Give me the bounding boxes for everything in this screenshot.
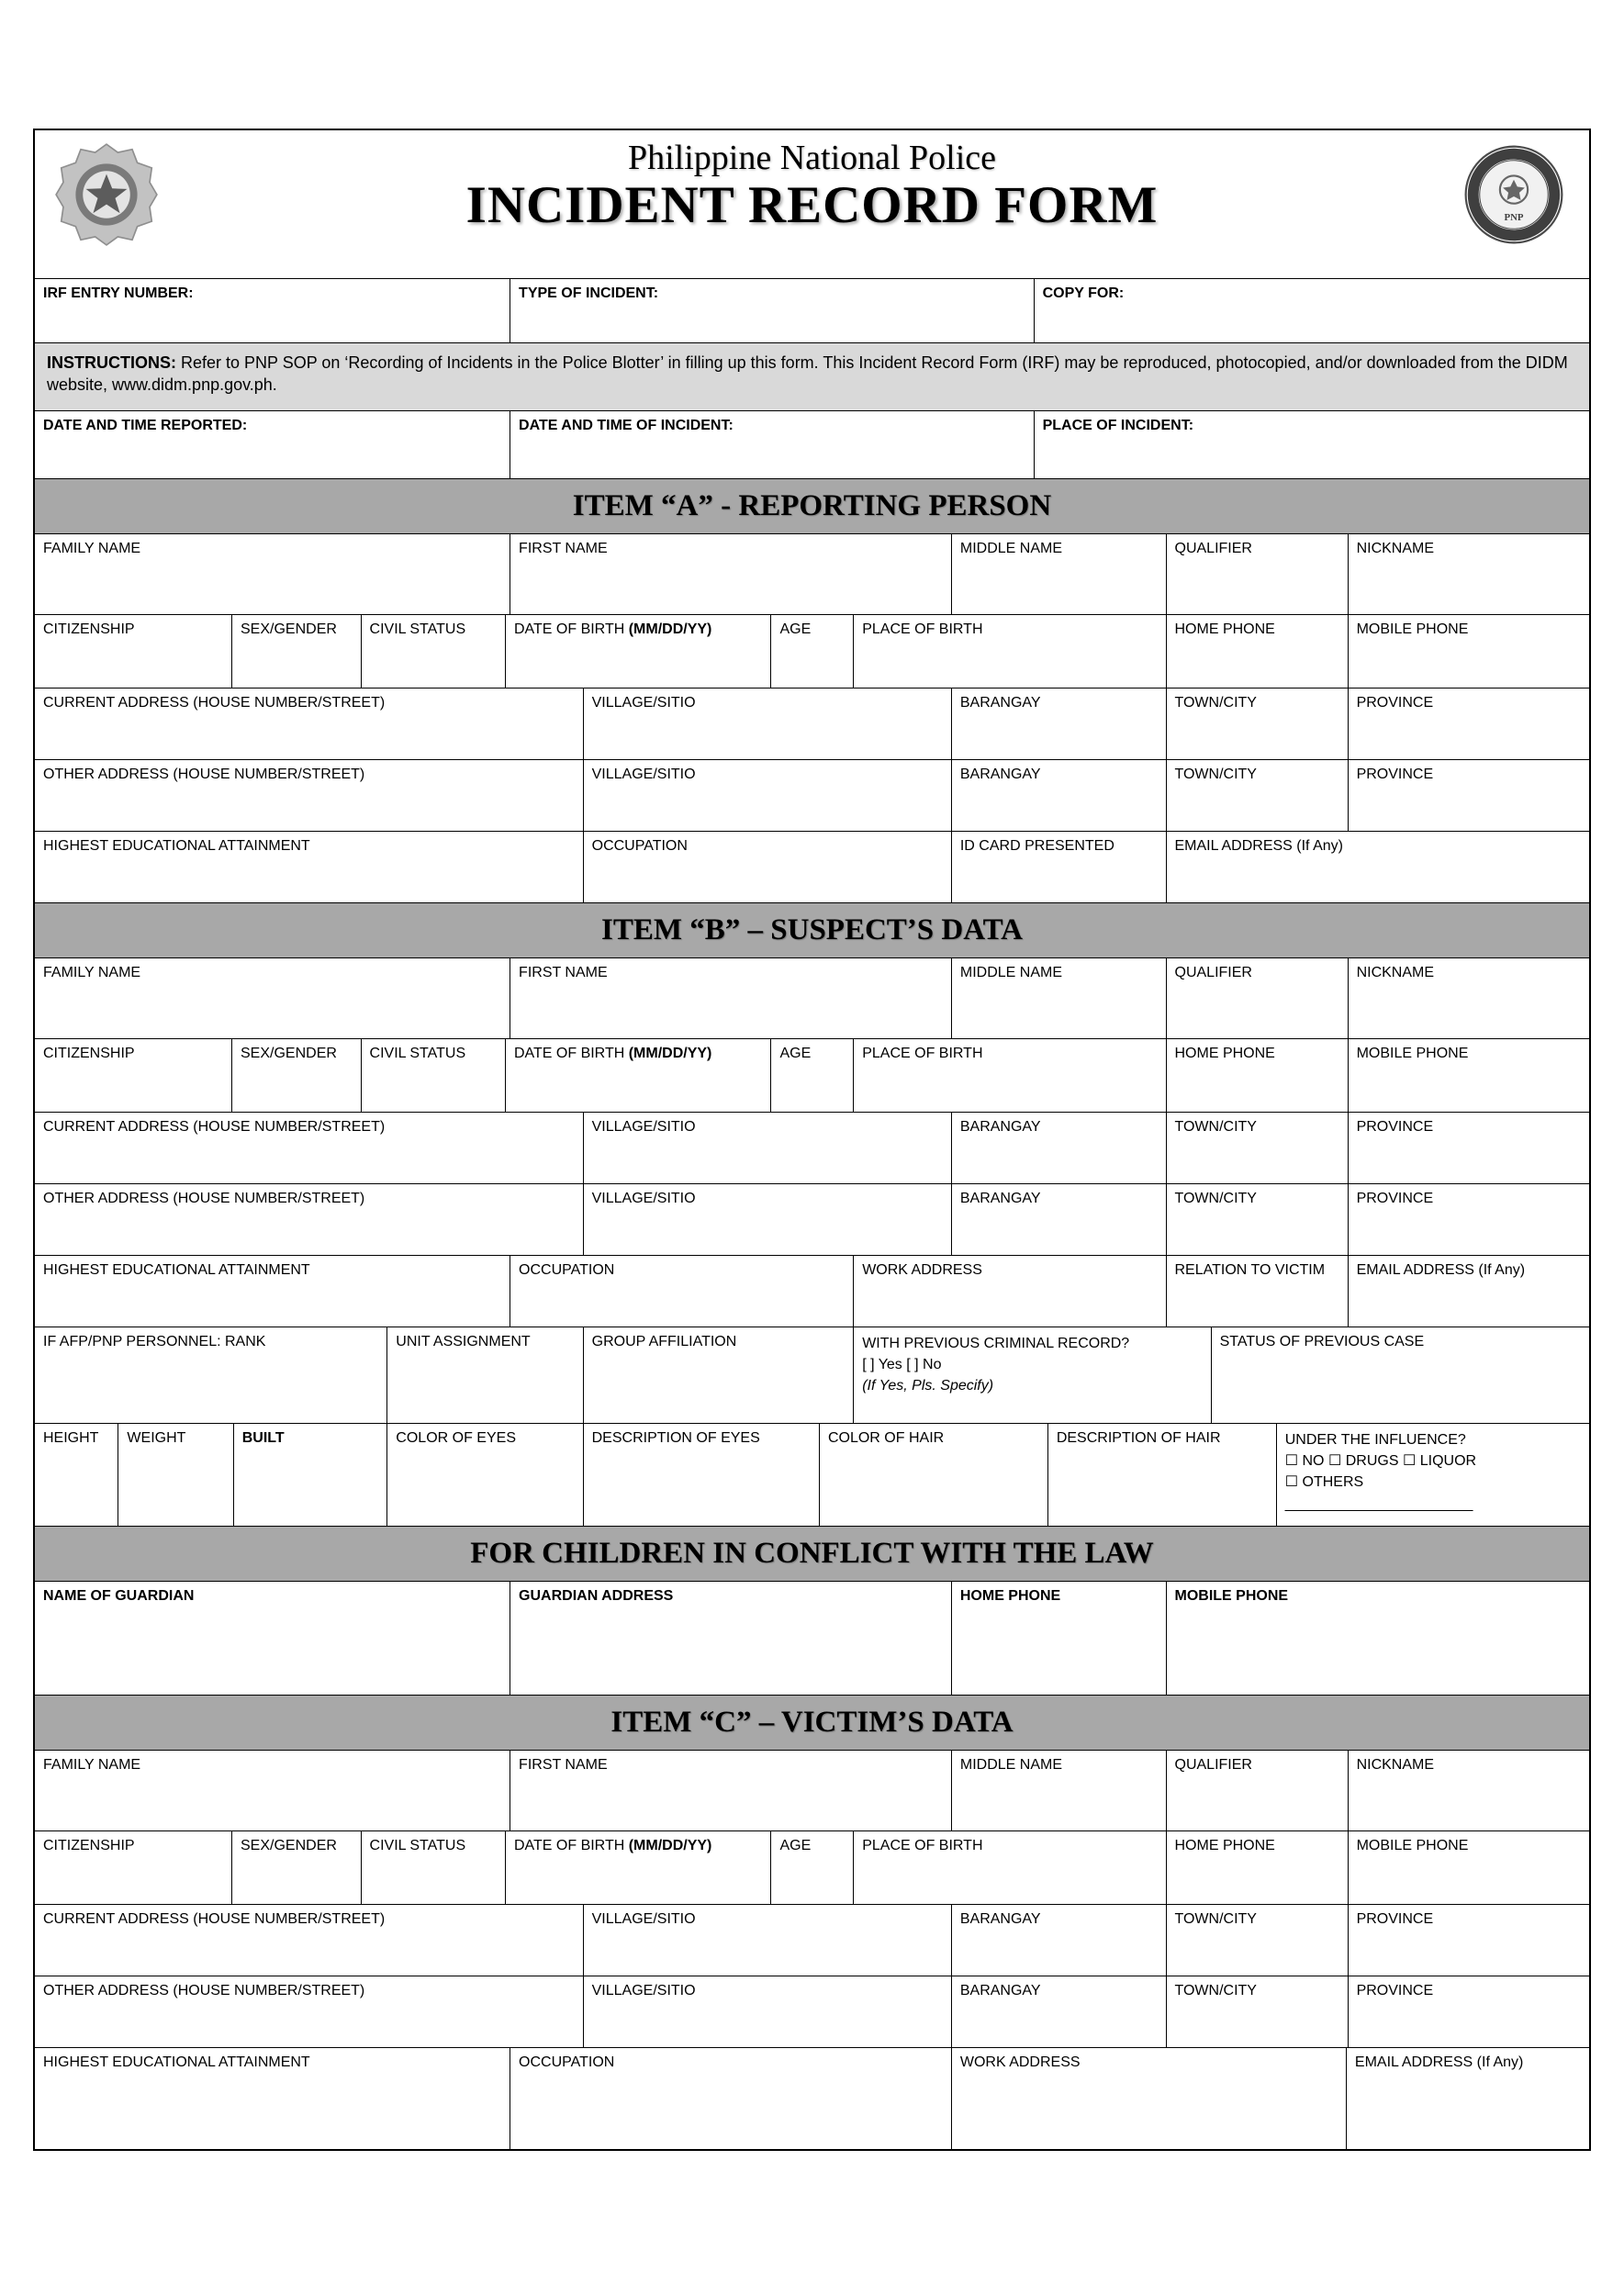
c-occupation-field [510, 2048, 952, 2149]
a-current-province-field [1349, 688, 1589, 759]
b-physical-row [35, 1424, 1589, 1527]
b-unit-assignment-field [387, 1327, 583, 1423]
a-email-field [1167, 832, 1590, 902]
b-relation-to-victim-label: RELATION TO VICTIM [1174, 1262, 1326, 1278]
c-other-address-label: OTHER ADDRESS (HOUSE NUMBER/STREET) [43, 1983, 365, 1998]
b-family-name-field [35, 958, 510, 1038]
c-qualifier-field [1167, 1751, 1349, 1830]
c-current-town-label: TOWN/CITY [1174, 1911, 1257, 1927]
c-occupation-label: OCCUPATION [519, 2054, 615, 2070]
a-age-field [771, 615, 854, 688]
b-date-of-birth-label: DATE OF BIRTH [513, 1046, 629, 1061]
b-previous-case-status-label: STATUS OF PREVIOUS CASE [1219, 1334, 1425, 1349]
a-family-name-field [35, 534, 510, 614]
b-relation-to-victim-field [1167, 1256, 1349, 1327]
c-mobile-phone-field [1349, 1831, 1589, 1904]
b-other-province-label: PROVINCE [1356, 1191, 1434, 1206]
instructions-label: INSTRUCTIONS: [47, 353, 176, 372]
b-other-address-field [35, 1184, 584, 1255]
a-qualifier-field [1167, 534, 1349, 614]
a-middle-name-field [952, 534, 1167, 614]
a-home-phone-label: HOME PHONE [1174, 621, 1275, 637]
b-mobile-phone-field [1349, 1039, 1589, 1112]
section-ccl-title: FOR CHILDREN IN CONFLICT WITH THE LAW [470, 1537, 1154, 1570]
a-other-address-field [35, 760, 584, 831]
a-age-label: AGE [779, 621, 812, 637]
a-civil-status-label: CIVIL STATUS [369, 621, 466, 637]
b-weight-field [118, 1424, 233, 1526]
b-other-barangay-field [952, 1184, 1167, 1255]
instructions-text: Refer to PNP SOP on ‘Recording of Incidents in the Police Blotter’ in filling up this form. This Incident Record Form (IRF) may be reproduced, photocopied, and/or downloaded from the DIDM website, www.didm.pnp.gov.ph. [47, 353, 1568, 395]
c-sex-gender-field [232, 1831, 362, 1904]
a-first-name-label: FIRST NAME [519, 541, 608, 556]
b-description-of-hair-label: DESCRIPTION OF HAIR [1056, 1430, 1221, 1446]
b-built-field [234, 1424, 388, 1526]
seal-text: PNP [1504, 212, 1524, 224]
c-other-province-label: PROVINCE [1356, 1983, 1434, 1998]
section-a-header [35, 479, 1589, 534]
b-under-influence-label: UNDER THE INFLUENCE? [1284, 1432, 1466, 1448]
c-family-name-label: FAMILY NAME [43, 1757, 141, 1773]
c-education-label: HIGHEST EDUCATIONAL ATTAINMENT [43, 2054, 310, 2070]
c-other-town-label: TOWN/CITY [1174, 1983, 1257, 1998]
a-other-province-label: PROVINCE [1356, 767, 1434, 782]
c-other-barangay-label: BARANGAY [959, 1983, 1041, 1998]
b-current-town-field [1167, 1113, 1349, 1183]
section-ccl-header [35, 1527, 1589, 1582]
b-date-of-birth-format: (MM/DD/YY) [628, 1046, 712, 1061]
b-qualifier-field [1167, 958, 1349, 1038]
type-of-incident-label: TYPE OF INCIDENT: [519, 285, 659, 301]
c-mobile-phone-label: MOBILE PHONE [1356, 1838, 1469, 1853]
b-education-row [35, 1256, 1589, 1327]
b-civil-status-field [362, 1039, 506, 1112]
b-place-of-birth-field [854, 1039, 1166, 1112]
a-current-province-label: PROVINCE [1356, 695, 1434, 711]
c-civil-status-label: CIVIL STATUS [369, 1838, 466, 1853]
a-id-card-field [952, 832, 1167, 902]
type-of-incident-field [510, 279, 1035, 342]
c-middle-name-field [952, 1751, 1167, 1830]
b-work-address-field [854, 1256, 1166, 1327]
b-first-name-label: FIRST NAME [519, 965, 608, 980]
b-other-province-field [1349, 1184, 1589, 1255]
c-current-province-label: PROVINCE [1356, 1911, 1434, 1927]
b-other-address-row [35, 1184, 1589, 1256]
date-row [35, 411, 1589, 479]
a-nickname-field [1349, 534, 1589, 614]
c-name-row [35, 1751, 1589, 1831]
place-of-incident-label: PLACE OF INCIDENT: [1042, 418, 1194, 433]
b-current-province-field [1349, 1113, 1589, 1183]
date-time-reported-field [35, 411, 510, 478]
b-current-address-label: CURRENT ADDRESS (HOUSE NUMBER/STREET) [43, 1119, 386, 1135]
b-current-address-field [35, 1113, 584, 1183]
b-unit-assignment-label: UNIT ASSIGNMENT [396, 1334, 531, 1349]
c-current-barangay-field [952, 1905, 1167, 1976]
a-date-of-birth-format: (MM/DD/YY) [628, 621, 712, 637]
c-middle-name-label: MIDDLE NAME [959, 1757, 1062, 1773]
c-personal-row [35, 1831, 1589, 1905]
b-weight-label: WEIGHT [127, 1430, 186, 1446]
b-name-row [35, 958, 1589, 1039]
a-family-name-label: FAMILY NAME [43, 541, 141, 556]
b-other-village-field [584, 1184, 952, 1255]
b-previous-record-label: WITH PREVIOUS CRIMINAL RECORD? [862, 1336, 1130, 1351]
form-title: INCIDENT RECORD FORM [465, 176, 1159, 234]
b-other-village-label: VILLAGE/SITIO [591, 1191, 696, 1206]
b-description-of-eyes-field [584, 1424, 820, 1526]
c-work-address-field [952, 2048, 1347, 2149]
b-under-influence-field [1277, 1424, 1589, 1526]
c-current-address-label: CURRENT ADDRESS (HOUSE NUMBER/STREET) [43, 1911, 386, 1927]
copy-for-label: COPY FOR: [1042, 285, 1125, 301]
a-other-address-label: OTHER ADDRESS (HOUSE NUMBER/STREET) [43, 767, 365, 782]
c-other-town-field [1167, 1976, 1349, 2047]
copy-for-field [1035, 279, 1589, 342]
b-previous-record-specify: (If Yes, Pls. Specify) [862, 1378, 994, 1394]
b-other-town-field [1167, 1184, 1349, 1255]
b-civil-status-label: CIVIL STATUS [369, 1046, 466, 1061]
a-first-name-field [510, 534, 952, 614]
b-nickname-field [1349, 958, 1589, 1038]
b-previous-record-field [854, 1327, 1211, 1423]
a-current-address-label: CURRENT ADDRESS (HOUSE NUMBER/STREET) [43, 695, 386, 711]
a-place-of-birth-label: PLACE OF BIRTH [862, 621, 983, 637]
c-citizenship-label: CITIZENSHIP [43, 1838, 135, 1853]
a-other-town-label: TOWN/CITY [1174, 767, 1257, 782]
c-education-row [35, 2048, 1589, 2149]
org-name: Philippine National Police [627, 139, 997, 177]
b-current-village-label: VILLAGE/SITIO [591, 1119, 696, 1135]
c-date-of-birth-field [506, 1831, 772, 1904]
b-current-village-field [584, 1113, 952, 1183]
b-citizenship-field [35, 1039, 232, 1112]
b-place-of-birth-label: PLACE OF BIRTH [862, 1046, 983, 1061]
a-home-phone-field [1167, 615, 1349, 688]
b-description-of-eyes-label: DESCRIPTION OF EYES [591, 1430, 760, 1446]
c-first-name-field [510, 1751, 952, 1830]
a-current-address-field [35, 688, 584, 759]
header-titles [35, 138, 1589, 233]
a-email-label: EMAIL ADDRESS (If Any) [1174, 838, 1343, 854]
section-a-title: ITEM “A” - REPORTING PERSON [572, 489, 1052, 522]
b-previous-case-status-field [1212, 1327, 1589, 1423]
a-current-address-row [35, 688, 1589, 760]
date-time-reported-label: DATE AND TIME REPORTED: [43, 418, 248, 433]
c-date-of-birth-label: DATE OF BIRTH [513, 1838, 629, 1853]
c-other-address-field [35, 1976, 584, 2047]
c-email-field [1347, 2048, 1589, 2149]
a-other-town-field [1167, 760, 1349, 831]
c-other-barangay-field [952, 1976, 1167, 2047]
b-middle-name-field [952, 958, 1167, 1038]
c-other-village-field [584, 1976, 952, 2047]
b-color-of-eyes-field [387, 1424, 583, 1526]
a-middle-name-label: MIDDLE NAME [959, 541, 1062, 556]
a-date-of-birth-field [506, 615, 772, 688]
a-sex-gender-label: SEX/GENDER [241, 621, 337, 637]
section-c-title: ITEM “C” – VICTIM’S DATA [610, 1706, 1014, 1739]
a-education-row [35, 832, 1589, 903]
c-current-province-field [1349, 1905, 1589, 1976]
c-other-village-label: VILLAGE/SITIO [591, 1983, 696, 1998]
b-previous-record-yesno: [ ] Yes [ ] No [862, 1357, 942, 1373]
b-group-affiliation-label: GROUP AFFILIATION [591, 1334, 737, 1349]
a-mobile-phone-label: MOBILE PHONE [1356, 621, 1469, 637]
section-b-title: ITEM “B” – SUSPECT’S DATA [600, 913, 1024, 946]
b-group-affiliation-field [584, 1327, 855, 1423]
b-current-barangay-field [952, 1113, 1167, 1183]
c-age-label: AGE [779, 1838, 812, 1853]
b-current-town-label: TOWN/CITY [1174, 1119, 1257, 1135]
a-current-barangay-label: BARANGAY [959, 695, 1041, 711]
c-other-province-field [1349, 1976, 1589, 2047]
c-citizenship-field [35, 1831, 232, 1904]
a-education-field [35, 832, 584, 902]
guardian-row [35, 1582, 1589, 1696]
c-education-field [35, 2048, 510, 2149]
b-middle-name-label: MIDDLE NAME [959, 965, 1062, 980]
incident-record-form [33, 129, 1591, 2151]
a-current-town-label: TOWN/CITY [1174, 695, 1257, 711]
b-influence-options: ☐ NO ☐ DRUGS ☐ LIQUOR [1284, 1453, 1477, 1470]
a-education-label: HIGHEST EDUCATIONAL ATTAINMENT [43, 838, 310, 854]
c-current-barangay-label: BARANGAY [959, 1911, 1041, 1927]
b-education-field [35, 1256, 510, 1327]
c-sex-gender-label: SEX/GENDER [241, 1838, 337, 1853]
a-nickname-label: NICKNAME [1356, 541, 1435, 556]
c-current-village-field [584, 1905, 952, 1976]
guardian-address-label: GUARDIAN ADDRESS [519, 1588, 674, 1604]
c-place-of-birth-label: PLACE OF BIRTH [862, 1838, 983, 1853]
b-age-label: AGE [779, 1046, 812, 1061]
a-current-village-label: VILLAGE/SITIO [591, 695, 696, 711]
instructions-row [35, 343, 1589, 411]
guardian-name-field [35, 1582, 510, 1695]
b-influence-blank-line: _______________________ [1284, 1495, 1473, 1512]
b-other-barangay-label: BARANGAY [959, 1191, 1041, 1206]
b-first-name-field [510, 958, 952, 1038]
b-qualifier-label: QUALIFIER [1174, 965, 1252, 980]
c-email-label: EMAIL ADDRESS (If Any) [1354, 2054, 1524, 2070]
a-personal-row [35, 615, 1589, 688]
irf-entry-number-field [35, 279, 510, 342]
a-mobile-phone-field [1349, 615, 1589, 688]
pnp-seal-logo-icon [1464, 145, 1563, 244]
b-sex-gender-field [232, 1039, 362, 1112]
a-qualifier-label: QUALIFIER [1174, 541, 1252, 556]
b-other-address-label: OTHER ADDRESS (HOUSE NUMBER/STREET) [43, 1191, 365, 1206]
b-mobile-phone-label: MOBILE PHONE [1356, 1046, 1469, 1061]
b-afp-rank-label: IF AFP/PNP PERSONNEL: RANK [43, 1334, 266, 1349]
b-color-of-hair-label: COLOR OF HAIR [827, 1430, 945, 1446]
irf-entry-number-label: IRF ENTRY NUMBER: [43, 285, 194, 301]
b-citizenship-label: CITIZENSHIP [43, 1046, 135, 1061]
c-work-address-label: WORK ADDRESS [959, 2054, 1081, 2070]
a-citizenship-field [35, 615, 232, 688]
b-current-barangay-label: BARANGAY [959, 1119, 1041, 1135]
a-current-barangay-field [952, 688, 1167, 759]
b-home-phone-field [1167, 1039, 1349, 1112]
c-age-field [771, 1831, 854, 1904]
a-civil-status-field [362, 615, 506, 688]
b-occupation-label: OCCUPATION [519, 1262, 615, 1278]
b-height-label: HEIGHT [43, 1430, 99, 1446]
guardian-mobile-phone-field [1167, 1582, 1590, 1695]
b-other-town-label: TOWN/CITY [1174, 1191, 1257, 1206]
b-nickname-label: NICKNAME [1356, 965, 1435, 980]
a-other-village-field [584, 760, 952, 831]
b-built-label: BUILT [241, 1430, 285, 1446]
c-qualifier-label: QUALIFIER [1174, 1757, 1252, 1773]
b-occupation-field [510, 1256, 854, 1327]
guardian-home-phone-label: HOME PHONE [959, 1588, 1061, 1604]
section-b-header [35, 903, 1589, 958]
a-name-row [35, 534, 1589, 615]
a-other-barangay-label: BARANGAY [959, 767, 1041, 782]
b-description-of-hair-field [1048, 1424, 1277, 1526]
guardian-mobile-phone-label: MOBILE PHONE [1174, 1588, 1289, 1604]
b-email-field [1349, 1256, 1589, 1327]
a-id-card-label: ID CARD PRESENTED [959, 838, 1114, 854]
a-other-address-row [35, 760, 1589, 832]
a-current-village-field [584, 688, 952, 759]
b-family-name-label: FAMILY NAME [43, 965, 141, 980]
b-current-address-row [35, 1113, 1589, 1184]
place-of-incident-field [1035, 411, 1589, 478]
guardian-home-phone-field [952, 1582, 1167, 1695]
c-home-phone-field [1167, 1831, 1349, 1904]
b-height-field [35, 1424, 118, 1526]
a-other-barangay-field [952, 760, 1167, 831]
a-other-village-label: VILLAGE/SITIO [591, 767, 696, 782]
b-age-field [771, 1039, 854, 1112]
c-nickname-field [1349, 1751, 1589, 1830]
a-occupation-label: OCCUPATION [591, 838, 688, 854]
b-work-address-label: WORK ADDRESS [862, 1262, 982, 1278]
b-sex-gender-label: SEX/GENDER [241, 1046, 337, 1061]
c-date-of-birth-format: (MM/DD/YY) [628, 1838, 712, 1853]
form-header [35, 130, 1589, 279]
section-c-header [35, 1696, 1589, 1751]
a-occupation-field [584, 832, 952, 902]
a-current-town-field [1167, 688, 1349, 759]
b-color-of-eyes-label: COLOR OF EYES [396, 1430, 516, 1446]
guardian-name-label: NAME OF GUARDIAN [43, 1588, 195, 1604]
b-email-label: EMAIL ADDRESS (If Any) [1356, 1262, 1526, 1278]
b-influence-others: ☐ OTHERS [1284, 1474, 1364, 1491]
b-personal-row [35, 1039, 1589, 1113]
a-date-of-birth-label: DATE OF BIRTH [513, 621, 629, 637]
a-place-of-birth-field [854, 615, 1166, 688]
c-current-village-label: VILLAGE/SITIO [591, 1911, 696, 1927]
c-current-town-field [1167, 1905, 1349, 1976]
guardian-address-field [510, 1582, 952, 1695]
b-afp-row [35, 1327, 1589, 1424]
c-family-name-field [35, 1751, 510, 1830]
c-other-address-row [35, 1976, 1589, 2048]
c-current-address-row [35, 1905, 1589, 1976]
b-current-province-label: PROVINCE [1356, 1119, 1434, 1135]
b-afp-rank-field [35, 1327, 387, 1423]
b-color-of-hair-field [820, 1424, 1048, 1526]
a-citizenship-label: CITIZENSHIP [43, 621, 135, 637]
date-time-incident-label: DATE AND TIME OF INCIDENT: [519, 418, 734, 433]
c-place-of-birth-field [854, 1831, 1166, 1904]
top-meta-row [35, 279, 1589, 343]
date-time-incident-field [510, 411, 1035, 478]
b-date-of-birth-field [506, 1039, 772, 1112]
c-civil-status-field [362, 1831, 506, 1904]
c-current-address-field [35, 1905, 584, 1976]
a-other-province-field [1349, 760, 1589, 831]
c-nickname-label: NICKNAME [1356, 1757, 1435, 1773]
b-education-label: HIGHEST EDUCATIONAL ATTAINMENT [43, 1262, 310, 1278]
c-home-phone-label: HOME PHONE [1174, 1838, 1275, 1853]
c-first-name-label: FIRST NAME [519, 1757, 608, 1773]
a-sex-gender-field [232, 615, 362, 688]
b-home-phone-label: HOME PHONE [1174, 1046, 1275, 1061]
